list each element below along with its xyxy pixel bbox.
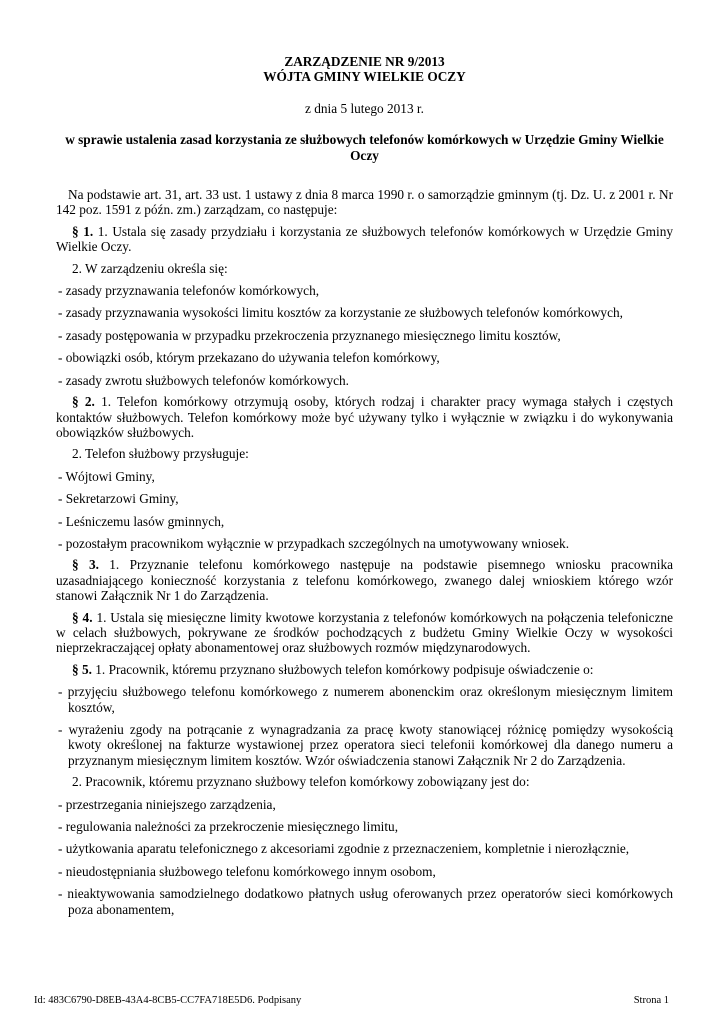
- section-5-number: § 5.: [72, 661, 92, 677]
- title-line-2: WÓJTA GMINY WIELKIE OCZY: [263, 69, 466, 85]
- document-subject: w sprawie ustalenia zasad korzystania ze służbowych telefonów komórkowych w Urzędzie Gminy Wielkie Oczy: [65, 132, 664, 163]
- document-id: Id: 483C6790-D8EB-43A4-8CB5-CC7FA718E5D6. Podpisany: [34, 995, 302, 1006]
- legal-basis-paragraph: Na podstawie art. 31, art. 33 ust. 1 ustawy z dnia 8 marca 1990 r. o samorządzie gminnym (tj. Dz. U. z 2001 r. Nr 142 poz. 1591 z późn. zm.) zarządzam, co następuje:: [56, 187, 673, 218]
- section-2-paragraph-2: 2. Telefon służbowy przysługuje:: [72, 446, 249, 462]
- list-item: - użytkowania aparatu telefonicznego z akcesoriami zgodnie z przeznaczeniem, kompletnie i nierozłącznie,: [58, 841, 630, 857]
- list-item: - wyrażeniu zgody na potrącanie z wynagradzania za pracę kwoty stanowiącej różnicę pomiędzy wysokością kwoty określonej na fakturze wystawionej przez operatora sieci telefonii komórkowej dla danego numeru a przyznanym miesięcznym limitem kosztów. Wzór oświadczenia stanowi Załącznik Nr 2 do Zarządzenia.: [58, 722, 673, 768]
- list-item: - nieudostępniania służbowego telefonu komórkowego innym osobom,: [58, 863, 436, 879]
- section-1-text: 1. Ustala się zasady przydziału i korzystania ze służbowych telefonów komórkowych w Urzędzie Gminy Wielkie Oczy.: [56, 223, 674, 255]
- section-3-text: 1. Przyznanie telefonu komórkowego następuje na podstawie pisemnego wniosku pracownika uzasadniającego konieczność korzystania z telefonu komórkowego, zwanego dalej wnioskiem którego wzór stanowi Załącznik Nr 1 do Zarządzenia.: [56, 557, 673, 604]
- document-date: z dnia 5 lutego 2013 r.: [305, 100, 424, 116]
- list-item: - przestrzegania niniejszego zarządzenia,: [58, 796, 276, 812]
- section-1-number: § 1.: [72, 223, 94, 239]
- section-5-paragraph-2: 2. Pracownik, któremu przyznano służbowy telefon komórkowy zobowiązany jest do:: [72, 774, 530, 790]
- page-footer: [34, 993, 669, 1008]
- section-2-paragraph-1: [56, 394, 673, 440]
- list-item: - pozostałym pracownikom wyłącznie w przypadkach szczególnych na umotywowany wniosek.: [58, 535, 570, 551]
- section-2-number: § 2.: [72, 394, 95, 410]
- list-item: - zasady postępowania w przypadku przekroczenia przyznanego miesięcznego limitu kosztów,: [58, 327, 561, 343]
- document-page: [56, 54, 673, 917]
- list-item: - zasady przyznawania wysokości limitu kosztów za korzystanie ze służbowych telefonów komórkowych,: [58, 305, 623, 321]
- page-number: Strona 1: [633, 995, 669, 1006]
- list-item: - przyjęciu służbowego telefonu komórkowego z numerem abonenckim oraz określonym miesięcznym limitem kosztów,: [58, 684, 673, 715]
- list-item: - Sekretarzowi Gminy,: [58, 491, 179, 507]
- list-item: - nieaktywowania samodzielnego dodatkowo płatnych usług oferowanych przez operatorów sieci komórkowych poza abonamentem,: [58, 886, 673, 917]
- section-3-paragraph-1: [56, 557, 673, 603]
- list-item: - Leśniczemu lasów gminnych,: [58, 513, 225, 529]
- list-item: - Wójtowi Gminy,: [58, 468, 155, 484]
- section-3-number: § 3.: [72, 557, 99, 573]
- list-item: - obowiązki osób, którym przekazano do używania telefon komórkowy,: [58, 350, 440, 366]
- list-item: - regulowania należności za przekroczenie miesięcznego limitu,: [58, 819, 399, 835]
- section-5-text: 1. Pracownik, któremu przyznano służbowych telefon komórkowy podpisuje oświadczenie o:: [95, 661, 594, 677]
- title-line-1: ZARZĄDZENIE NR 9/2013: [284, 54, 445, 69]
- section-1-paragraph-1: [56, 224, 673, 255]
- section-4-number: § 4.: [72, 609, 93, 625]
- list-item: - zasady zwrotu służbowych telefonów komórkowych.: [58, 372, 349, 388]
- section-1-paragraph-2: 2. W zarządzeniu określa się:: [72, 260, 228, 276]
- section-5-paragraph-1: [56, 662, 673, 677]
- section-2-text: 1. Telefon komórkowy otrzymują osoby, których rodzaj i charakter pracy wymaga stałych i częstych kontaktów służbowych. Telefon komórkowy może być używany tylko i wyłącznie w związku i do wykonywania obowiązków służbowych.: [56, 394, 674, 440]
- section-4-paragraph-1: [56, 610, 673, 656]
- document-title: [56, 54, 673, 85]
- section-4-text: 1. Ustala się miesięczne limity kwotowe korzystania z telefonów komórkowych na połączenia telefoniczne w celach służbowych, pokrywane ze środków pochodzących z budżetu Gminy Wielkie Oczy w wysokości nieprzekraczającej opłaty abonamentowej oraz służbowych rozmów międzynarodowych.: [56, 609, 674, 656]
- list-item: - zasady przyznawania telefonów komórkowych,: [58, 283, 320, 299]
